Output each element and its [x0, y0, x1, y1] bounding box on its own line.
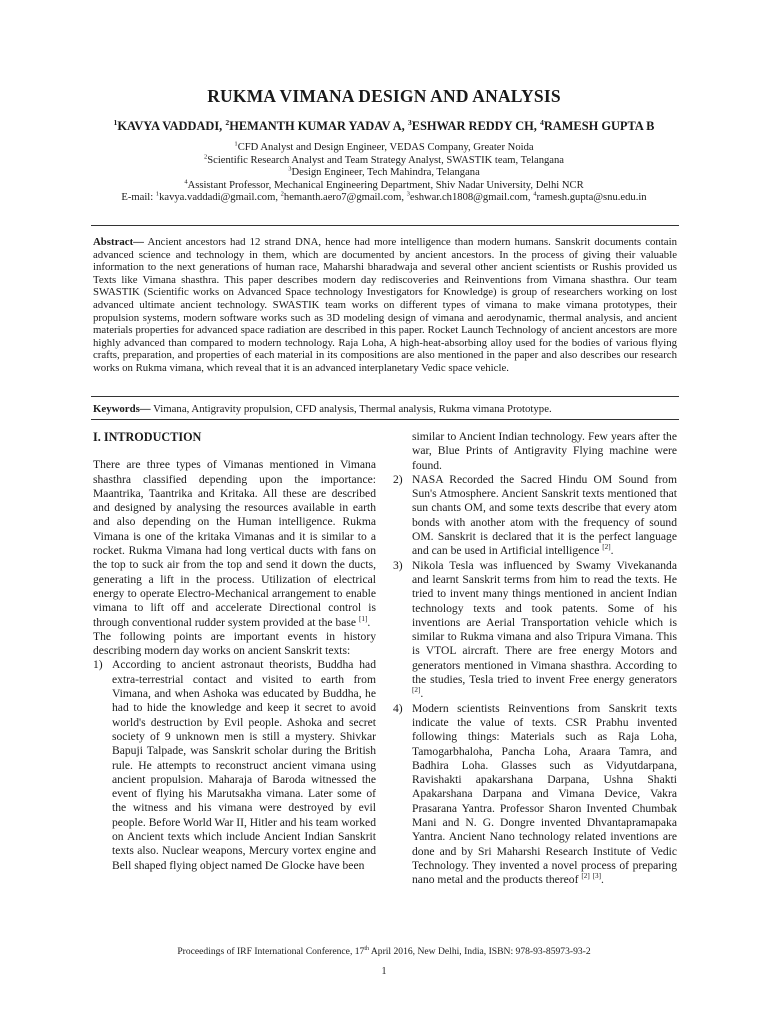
- email-link[interactable]: kavya.vaddadi@gmail.com,: [159, 192, 281, 204]
- abstract: [93, 236, 677, 375]
- affiliation: $^3$Design Engineer, Tech Mahindra, Telangana: [288, 165, 480, 179]
- abstract-text: Ancient ancestors had 12 strand DNA, hence had more intelligence than modern humans. Sanskrit documents contain advanced science and technology in them, which are documented by ancient ancestors. In the process of giving their valuable information to the next generations of human race, Maharshi bharadwaja and several other ancient scientists or Rushis provided us Texts like Vimana shasthra. This paper describes modern day rediscoveries and Reinventions from Vimana shasthra. Our team SWASTIK (Scientific works on Advanced Space technology Investigators for Knowledge) is group of researchers working on lost advanced ultimate ancient technology. SWASTIK team works on different types of vimana to make vimana prototypes, their propulsion systems, modern software works such as 3D modeling design of vimana and aerodynamic, thermal analysis, and ancient materials properties for advanced space radiation are described in this paper. Rocket Launch Technology of ancient ancestors are more highly advanced than compared to modern technology. Raja Loha, A high-heat-absorbing alloy used for the bodies of various flying crafts, preparation, and properties of each material in its compositions are also mentioned in the paper and also describes our research works on Rukma vimana, which reveal that it is an advanced interplanetary Vedic space vehicle.: [93, 236, 677, 374]
- paper-title: RUKMA VIMANA DESIGN AND ANALYSIS: [207, 86, 561, 106]
- author-list: [0, 119, 768, 134]
- email-link[interactable]: hemanth.aero7@gmail.com,: [283, 192, 407, 204]
- right-column: [393, 430, 677, 888]
- citation: [2]: [581, 872, 590, 881]
- author: $^2$HEMANTH KUMAR YADAV A,: [225, 117, 408, 133]
- keywords-text: Vimana, Antigravity propulsion, CFD analysis, Thermal analysis, Rukma vimana Prototype.: [150, 403, 552, 415]
- author: $^1$KAVYA VADDADI,: [113, 117, 226, 133]
- keywords-label: Keywords—: [93, 403, 151, 415]
- page-footer: Proceedings of IRF International Conference, 17th April 2016, New Delhi, India, ISBN: 978-93-85973-93-2: [177, 945, 591, 957]
- left-column: [93, 430, 376, 873]
- keywords: [93, 403, 677, 415]
- citation: [2]: [412, 686, 421, 695]
- keywords-bottom-rule: [91, 419, 679, 420]
- citation: [1]: [358, 614, 368, 623]
- list-item: 1) According to ancient astronaut theorists, Buddha had extra-terrestrial contact and visited to earth from Vimana, and when Ashoka was educated by Buddha, he had to hide the knowledge and keep it secret to avoid world's destruction by Evil people. Ashoka and secret society of 9 unknown men is still a mystery. Shivkar Bapuji Talpade, was Sanskrit scholar during the British rule. He attempts to reconstruct ancient vimana using ancient propulsion. Maharaja of Baroda witnessed the event of flying his Marutsakha vimana. Later some of the witness and his vimana were destroyed by evil people. Before World War II, Hitler and his team worked on Ancient texts which include Ancient Indian Sanskrit texts also. Nuclear weapons, Mercury vortex engine and Bell shaped flying object named De Glocke have been: [93, 658, 376, 872]
- list-item: 2) NASA Recorded the Sacred Hindu OM Sound from Sun's Atmosphere. Ancient Sanskrit texts mentioned that sun chants OM, and some texts describe that every atom bonds with another atom with the frequency of sound OM. Sanskrit is declared that it is the perfect language and can be used in Artificial intelligence [2].: [393, 472, 677, 558]
- citation: [3]: [592, 872, 602, 881]
- list-item: 4) Modern scientists Reinventions from Sanskrit texts indicate the value of texts. CSR Prabhu invented following things: Materials such as Raja Loha, Tamogarbhaloha, Pancha Loha, Araara Tamra, and Badhira Loha. Glasses such as Vidyutdarpana, Ravishakti apakarshana Darpana, Ushna Shakti Apakarshana Darpana and Vimana Device, Vakra Prasarana Yantra. Professor Sharon Invented Chumbak Mani and N. G. Dongre invented Dhvantapramapaka Yantra. Ancient Nano technology related inventions are done and by Sri Maharshi Research Institute of Vedic Technology. They invented a novel process of preparing nano metal and the products thereof [2] [3].: [393, 701, 677, 887]
- section-heading: I. INTRODUCTION: [93, 430, 202, 444]
- points-intro: The following points are important events in history describing modern day works on ancient Sanskrit texts:: [93, 629, 376, 658]
- abstract-top-rule: [91, 225, 679, 226]
- page-number: 1: [381, 966, 387, 977]
- author: $^3$ESHWAR REDDY CH,: [407, 117, 540, 133]
- citation: [2]: [602, 543, 611, 552]
- list-item-continuation: similar to Ancient Indian technology. Few years after the war, Blue Prints of Antigravity Flying machine were found.: [412, 430, 677, 472]
- affiliation: $^1$CFD Analyst and Design Engineer, VEDAS Company, Greater Noida: [234, 140, 534, 153]
- email-link[interactable]: eshwar.ch1808@gmail.com,: [409, 192, 534, 204]
- affiliation: $^2$Scientific Research Analyst and Team Strategy Analyst, SWASTIK team, Telangana: [203, 153, 565, 166]
- abstract-label: Abstract—: [93, 236, 144, 248]
- intro-paragraph: There are three types of Vimanas mentioned in Vimana shasthra classified depending upon the importance: Maantrika, Taantrika and Kritaka. All these are described and designed by analysing the resources available in earth and also depending on the Human intelligence. Rukma Vimana is one of the kritaka Vimanas and it is similar to a rocket. Rukma Vimana had long vertical ducts with fans on the top to suck air from the top and send it down the ducts, generating a lift in the process. Utilization of electrical energy to operate Electro-Mechanical arrangement to enable vimana to lift off and accelerate Directional control is through conventional rudder system provided at the base [1].: [93, 458, 376, 629]
- email-line: E-mail: $^1$kavya.vaddadi@gmail.com, $^2$hemanth.aero7@gmail.com, $^3$eshwar.ch1808@gmail.com, $^4$ramesh.gupta@snu.edu.in: [121, 190, 647, 204]
- email-link[interactable]: ramesh.gupta@snu.edu.in: [536, 192, 647, 204]
- author: $^4$RAMESH GUPTA B: [540, 117, 655, 133]
- affiliation: $^4$Assistant Professor, Mechanical Engineering Department, Shiv Nadar University, Delhi NCR: [184, 178, 584, 191]
- affiliations: [0, 142, 768, 205]
- list-item: 3) Nikola Tesla was influenced by Swamy Vivekananda and learnt Sanskrit terms from him to read the texts. He tried to invent many things mentioned in ancient Indian technology texts and took patents. Some of his inventions are Aerial Transportation vehicle which is similar to Rukma vimana and also Tripura Vimana. This is VTOL aircraft. There are free energy Motors and generators mentioned in Vimana shasthra. According to the studies, Tesla tried to invent Free energy generators [2].: [393, 558, 677, 701]
- keywords-top-rule: [91, 396, 679, 397]
